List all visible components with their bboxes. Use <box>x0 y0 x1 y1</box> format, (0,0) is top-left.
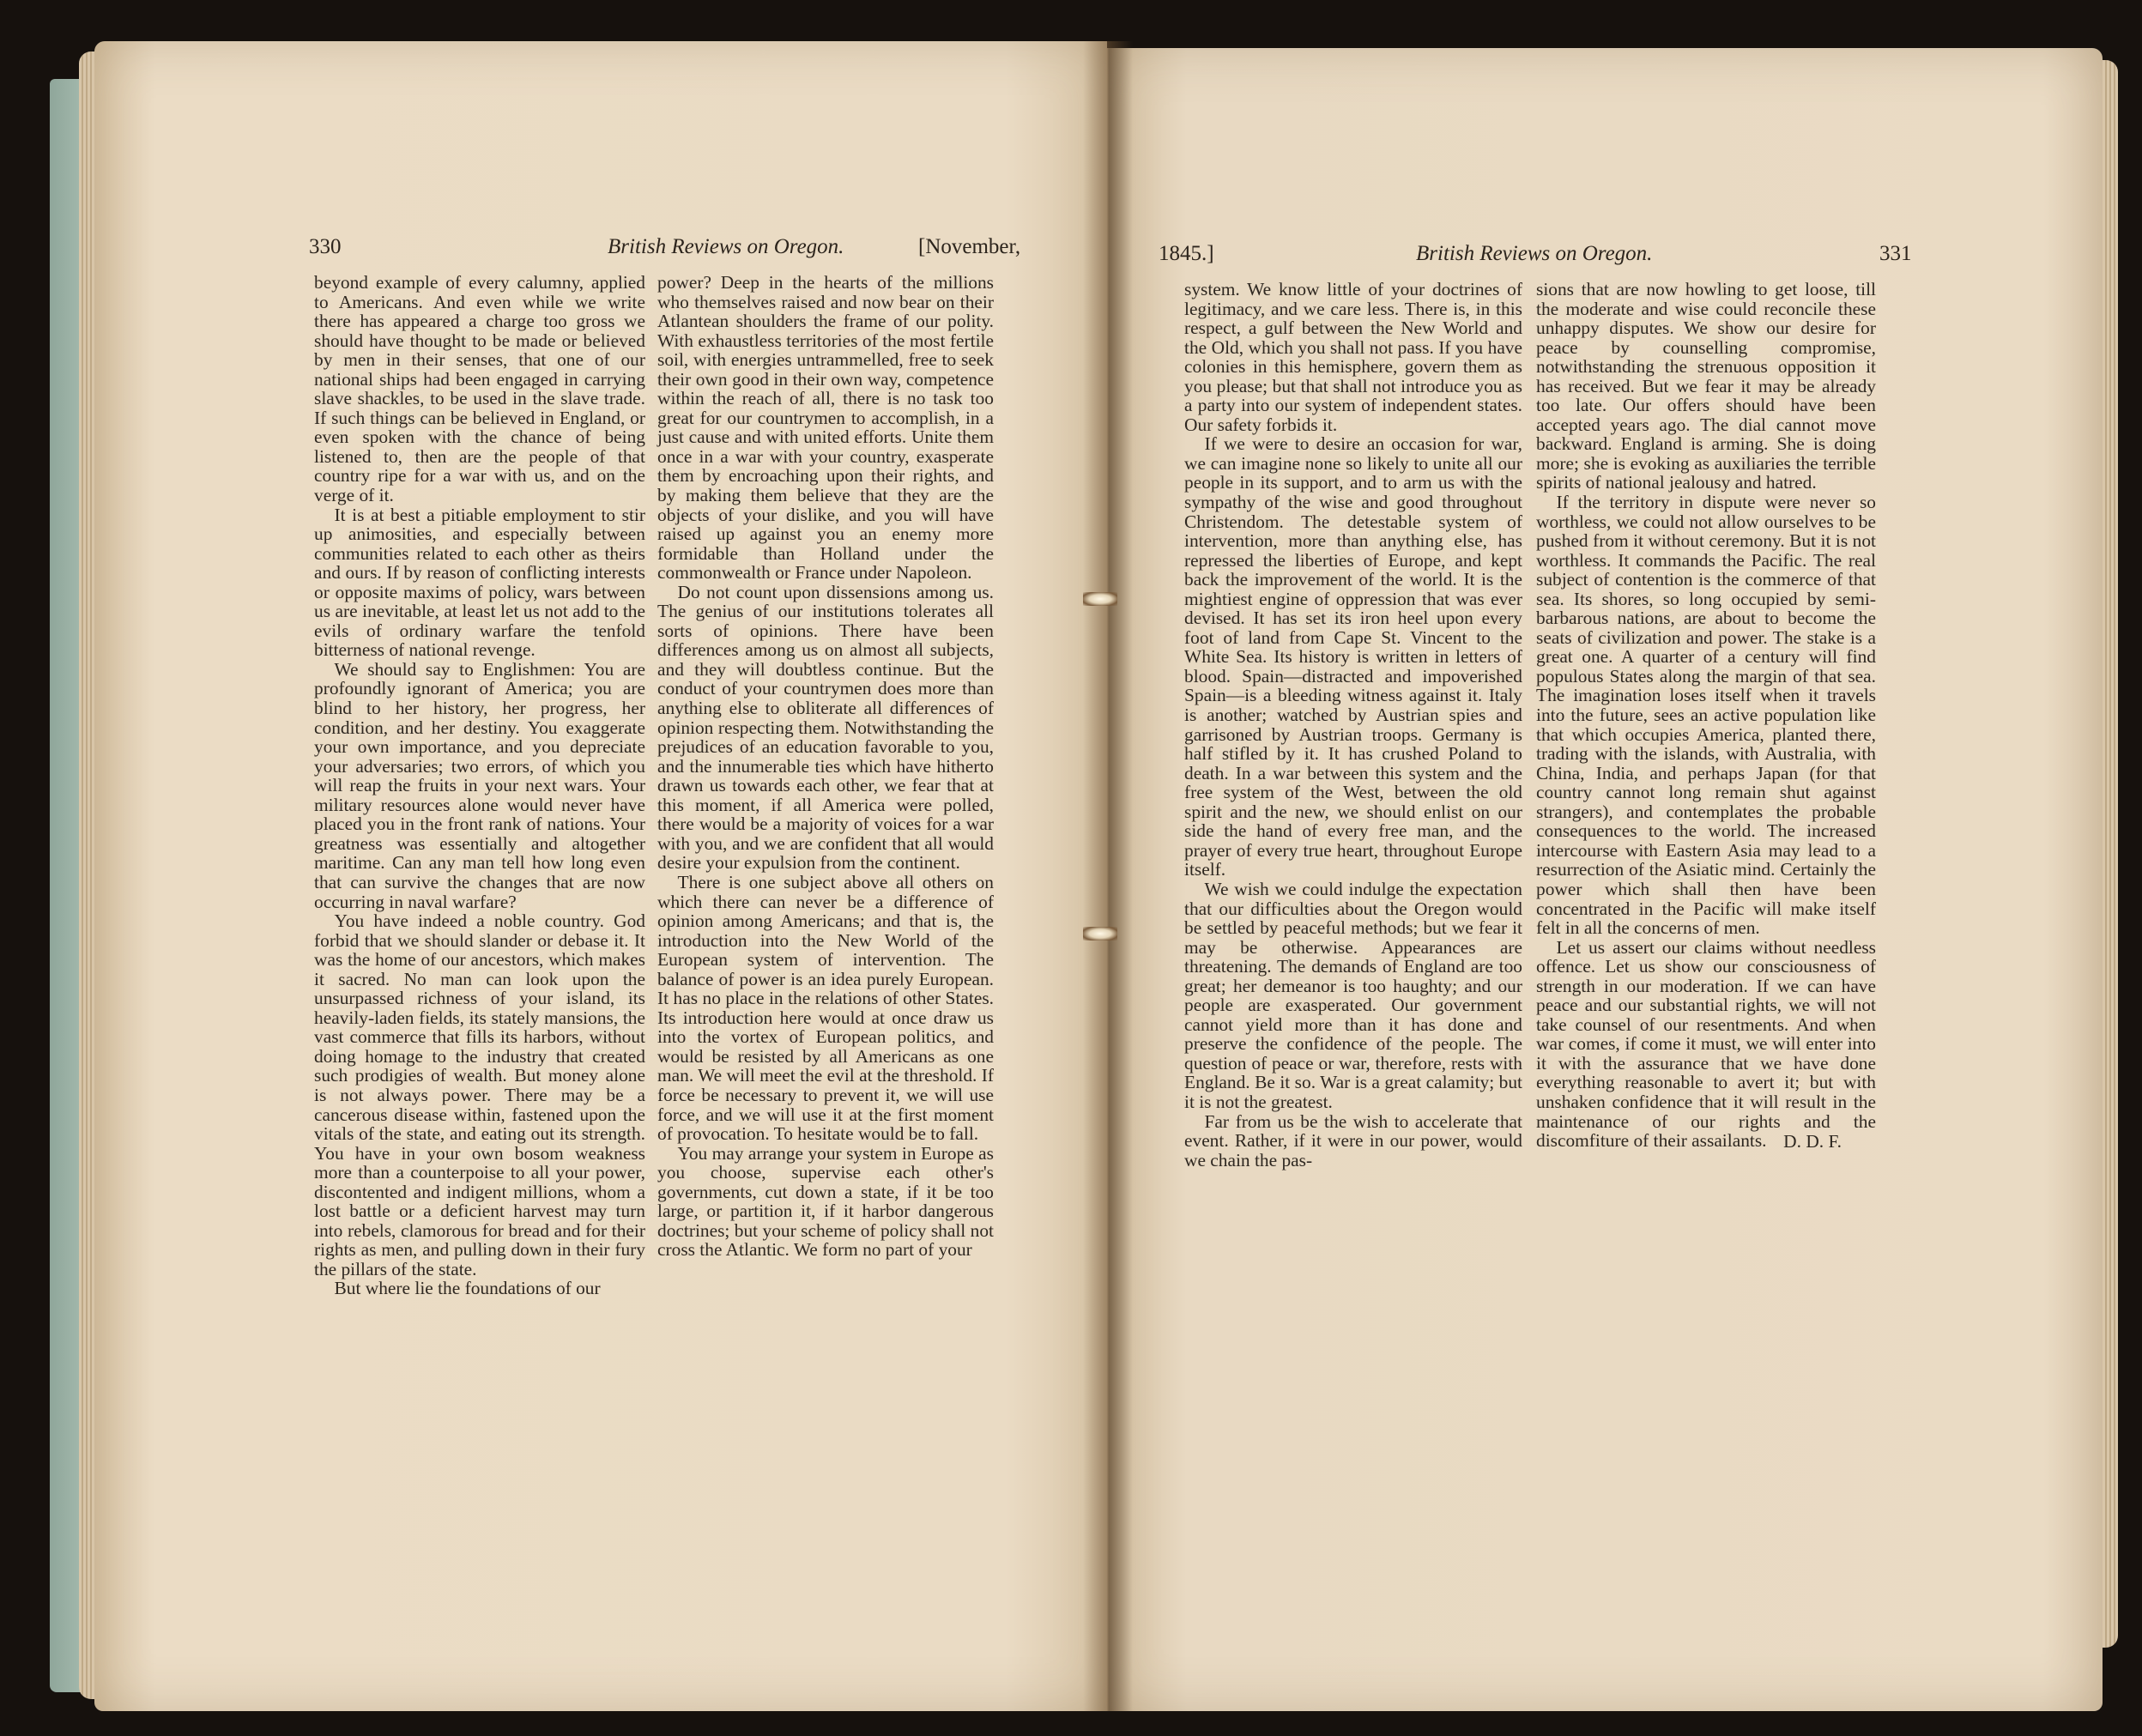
right-page <box>1107 48 2103 1711</box>
binding-stitch <box>1083 927 1117 941</box>
paragraph: You have indeed a noble country. God forbid that we should slander or debase it. It was the home of our ancestors, which makes it sacred. No man can look upon the unsurpassed richness of your island, its heavily-laden fields, its stately mansions, the vast commerce that fills its harbors, without doing homage to the industry that created such prodigies of wealth. But money alone is not always power. There may be a cancerous disease within, fastened upon the vitals of the state, and eating out its strength. You have in your own bosom weakness more than a counterpoise to all your power, discontented and indigent millions, whom a lost battle or a deficient harvest may turn into rebels, clamorous for bread and for their rights as men, and pulling down in their fury the pillars of the state. <box>314 910 645 1279</box>
paragraph: power? Deep in the hearts of the millions who themselves raised and now bear on their Atlantean shoulders the frame of our polity. With exhaustless territories of the most fertile soil, with energies untrammelled, free to seek their own good in their own way, competence within the reach of all, there is no task too great for our countrymen to accomplish, in a just cause and with united efforts. Unite them once in a war with your country, exasperate them by encroaching upon their rights, and by making them believe that they are the objects of your dislike, and you will have raised up against you an enemy more formidable than Holland under the commonwealth or France under Napoleon. <box>657 272 994 584</box>
paragraph: We should say to Englishmen: You are profoundly ignorant of America; you are blind to her history, her progress, her condition, and her destiny. You exaggerate your own importance, and you depreciate your adversaries; two errors, of which you will reap the fruits in your next wars. Your military resources alone would never have placed you in the front rank of nations. Your greatness was essentially and altogether maritime. Can any man tell how long even that can survive the changes that are now occurring in naval warfare? <box>314 658 645 912</box>
author-signature: D. D. F. <box>1783 1130 1842 1152</box>
paragraph: system. We know little of your doctrines of legitimacy, and we care less. There is, in this respect, a gulf between the New World and the Old, which you shall not pass. If you have colonies in this hemisphere, govern them as you please; but that shall not introduce you as a party into our system of independent states. Our safety forbids it. <box>1184 279 1522 435</box>
running-title: British Reviews on Oregon. <box>608 235 844 258</box>
running-title: British Reviews on Oregon. <box>1416 242 1653 265</box>
binding-stitch <box>1083 592 1117 606</box>
right-running-head <box>1159 242 1931 276</box>
paragraph: Far from us be the wish to accelerate that event. Rather, if it were in our power, would we chain the pas- <box>1184 1110 1522 1170</box>
right-page-column-2 <box>1536 280 1876 1151</box>
paragraph: We wish we could indulge the expectation that our difficulties about the Oregon would be settled by peaceful methods; but we fear it may be otherwise. Appearances are threatening. The demands of England are too great; her demeanor is too haughty; and our people are exasperated. Our government cannot yield more than it has done and preserve the confidence of the people. The question of peace or war, therefore, rests with England. Be it so. War is a great calamity; but it is not the greatest. <box>1184 878 1522 1112</box>
running-date: 1845.] <box>1159 242 1214 265</box>
paragraph: Let us assert our claims without needless offence. Let us show our consciousness of strength in our moderation. If we can have peace and our substantial rights, we will not take counsel of our resentments. And when war comes, if come it must, we will enter into it with the assurance that we have done everything reasonable to avert it; but with unshaken confidence that it will result in the maintenance of our rights and the discomfiture of their assailants. <box>1536 936 1876 1152</box>
left-running-head <box>309 235 1090 269</box>
right-page-column-1 <box>1184 280 1522 1170</box>
paragraph: beyond example of every calumny, applied to Americans. And even while we write there has appeared a charge too gross we should have thought to be made or believed by men in their senses, that one of our national ships had been engaged in carrying slave shackles, to be used in the slave trade. If such things can be believed in England, or even spoken with the chance of being listened to, then are the people of that country ripe for a war with us, and on the verge of it. <box>314 272 645 506</box>
binding-gutter <box>1083 41 1133 1711</box>
paragraph: But where lie the foundations of our <box>334 1278 601 1299</box>
left-page-column-2 <box>657 273 994 1260</box>
paragraph: Do not count upon dissensions among us. The genius of our institutions tolerates all sorts of opinions. There have been differences among us on almost all subjects, and they will doubtless continue. But the conduct of your countrymen does more than anything else to obliterate all differences of opinion respecting them. Notwithstanding the prejudices of an education favorable to you, and the innumerable ties which have hitherto drawn us towards each other, we fear that at this moment, if all America were polled, there would be a majority of voices for a war with you, and we are confident that all would desire your expulsion from the continent. <box>657 581 994 874</box>
page-number: 331 <box>1879 242 1912 265</box>
paragraph: It is at best a pitiable employment to stir up animosities, and especially between communities related to each other as theirs and ours. If by reason of conflicting interests or opposite maxims of policy, wars between us are inevitable, at least let us not add to the evils of ordinary warfare the tenfold bitterness of national revenge. <box>314 504 645 661</box>
running-date: [November, <box>918 235 1021 258</box>
paragraph: sions that are now howling to get loose, till the moderate and wise could reconcile these unhappy disputes. We show our desire for peace by counselling compromise, notwithstanding the strenuous opposition it has received. But we fear it may be already too late. Our offers should have been accepted years ago. The dial cannot move backward. England is arming. She is doing more; she is evoking as auxiliaries the terrible spirits of national jealousy and hatred. <box>1536 279 1876 493</box>
paragraph: You may arrange your system in Europe as you choose, supervise each other's governments, cut down a state, if it be too large, or partition it, if it harbor dangerous doctrines; but your scheme of policy shall not cross the Atlantic. We form no part of your <box>657 1142 994 1261</box>
page-number: 330 <box>309 235 342 258</box>
paragraph: There is one subject above all others on which there can never be a difference of opinion among Americans; and that is, the introduction into the New World of the European system of intervention. The balance of power is an idea purely European. It has no place in the relations of other States. Its introduction here would at once draw us into the vortex of European politics, and would be resisted by all Americans as one man. We will meet the evil at the threshold. If force be necessary to prevent it, we will use force, and we will use it at the first moment of provocation. To hesitate would be to fall. <box>657 871 994 1145</box>
left-page-column-1 <box>314 273 645 1298</box>
left-page <box>94 41 1107 1711</box>
paragraph: If we were to desire an occasion for war, we can imagine none so likely to unite all our people in its support, and to arm us with the sympathy of the wise and good throughout Christendom. The detestable system of intervention, more than anything else, has repressed the liberties of Europe, and kept back the improvement of the world. It is the mightiest engine of oppression that was ever devised. It has set its iron heel upon every foot of land from Cape St. Vincent to the White Sea. Its history is written in letters of blood. Spain—distracted and impoverished Spain—is a bleeding witness against it. Italy is another; watched by Austrian spies and garrisoned by Austrian troops. Germany is half stifled by it. It has crushed Poland to death. In a war between this system and the free system of the West, between the old spirit and the new, we should enlist on our side the hand of every free man, and the prayer of every true heart, throughout Europe itself. <box>1184 433 1522 880</box>
paragraph: If the territory in dispute were never so worthless, we could not allow ourselves to be pushed from it without ceremony. But it is not worthless. It commands the Pacific. The real subject of contention is the commerce of that sea. Its shores, so long occupied by semi-barbarous nations, are about to become the seats of civilization and power. The stake is a great one. A quarter of a century will find populous States along the margin of that sea. The imagination loses itself when it travels into the future, sees an active population like that which occupies America, planted there, trading with the islands, with Australia, with China, India, and perhaps Japan (for that country cannot long remain shut against strangers), and contemplates the probable consequences to the world. The increased intercourse with Eastern Asia may lead to a resurrection of the Asiatic mind. Certainly the power which shall then have been concentrated in the Pacific will make itself felt in all the concerns of men. <box>1536 492 1876 939</box>
